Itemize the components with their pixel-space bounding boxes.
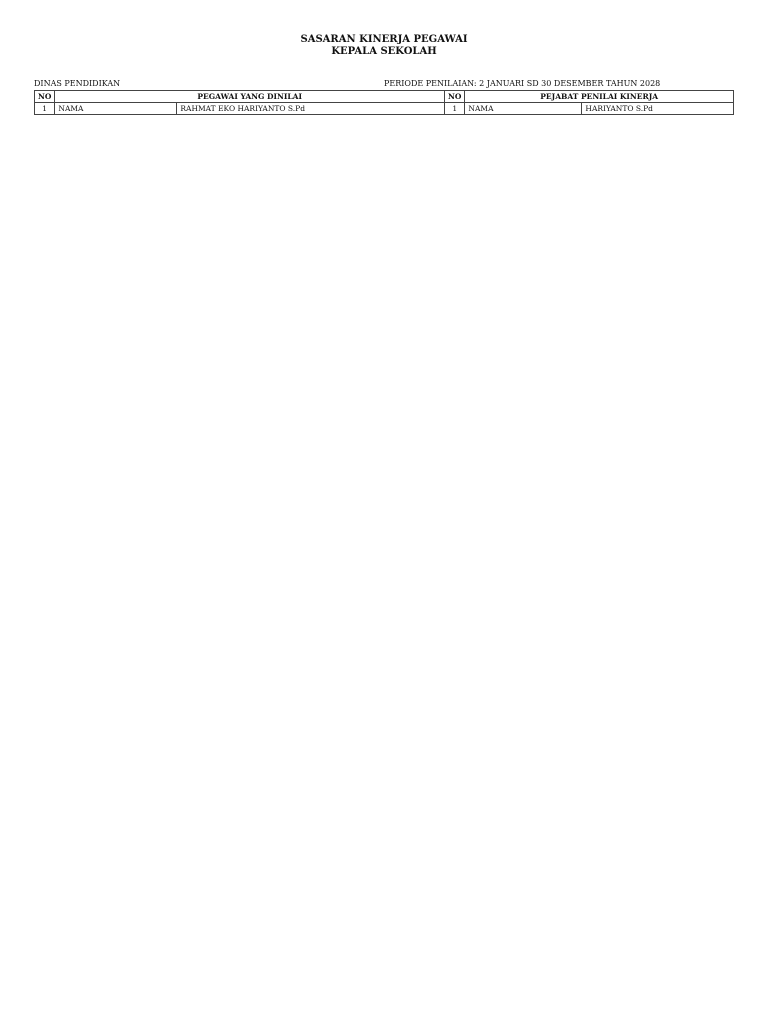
document-subtitle: KEPALA SEKOLAH bbox=[331, 46, 437, 57]
no-header: NO bbox=[445, 91, 465, 103]
evaluator-value: HARIYANTO S.Pd bbox=[582, 103, 734, 115]
evaluated-header: PEGAWAI YANG DINILAI bbox=[55, 91, 445, 103]
evaluator-header: PEJABAT PENILAI KINERJA bbox=[465, 91, 734, 103]
department-label: DINAS PENDIDIKAN bbox=[34, 79, 121, 88]
evaluated-value: RAHMAT EKO HARIYANTO S.Pd bbox=[177, 103, 445, 115]
row-number: 1 bbox=[445, 103, 465, 115]
field-label: NAMA bbox=[465, 103, 582, 115]
row-number: 1 bbox=[35, 103, 55, 115]
period-label: PERIODE PENILAIAN: 2 JANUARI SD 30 DESEMBER TAHUN 2028 bbox=[384, 79, 661, 88]
no-header: NO bbox=[35, 91, 55, 103]
document-title: SASARAN KINERJA PEGAWAI bbox=[300, 34, 468, 45]
field-label: NAMA bbox=[55, 103, 177, 115]
identity-table bbox=[34, 90, 734, 115]
